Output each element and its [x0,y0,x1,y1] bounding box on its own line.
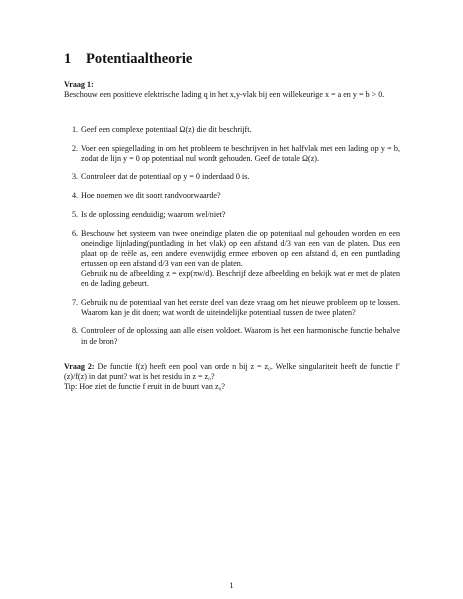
item-number: 7. [72,297,79,307]
item-text: Voer een spiegellading in om het probleem te beschrijven in het halfvlak met een lading op y = b, zodat de lijn y = 0 op potentiaal nul wordt gehouden. Geef de totale Ω(z). [81,143,400,163]
item-number: 4. [72,191,79,201]
item-number: 6. [72,228,79,238]
page-number: 1 [229,580,234,590]
item-number: 8. [72,326,79,336]
question-2-heading: Vraag 2: [64,362,95,371]
section-title-text: Potentiaaltheorie [86,51,193,67]
item-text: Gebruik nu de potentiaal van het eerste deel van deze vraag om het nieuwe probleem op te lossen. Waarom kan je dit doen; wat wordt de uiteindelijke potentiaal tussen de twee platen? [81,297,400,317]
list-item [64,326,400,346]
item-text: Geef een complexe potentiaal Ω(z) die dit beschrijft. [81,125,252,134]
section-title [64,51,192,68]
list-item [64,191,400,201]
item-number: 2. [72,143,79,153]
item-text: Beschouw het systeem van twee oneindige platen die op potentiaal nul gehouden worden en een oneindige lijnlading(puntlading in het vlak) op een afstand d/3 van een van de platen. Dus een plaat op de reële as, een andere evenwijdig ermee erboven op een afstand d, en een puntlading ertussen op een afstand d/3 van een van de platen. [81,228,400,268]
question-1 [64,80,400,100]
question-2 [64,362,400,393]
question-2-text: De functie f(z) heeft een pool van orde n bij z = z₀. Welke singulariteit heeft de functie f′(z)/f(z) in dat punt? wat is het residu in z = z₀? [64,362,400,382]
list-item [64,210,400,220]
item-number: 3. [72,172,79,182]
section-number: 1 [64,51,72,67]
item-subtext: Gebruik nu de afbeelding z = exp(πw/d). Beschrijf deze afbeelding en bekijk wat er met de platen en de lading gebeurt. [81,268,400,288]
list-item [64,144,400,164]
question-2-tip: Tip: Hoe ziet de functie f eruit in de buurt van z₀? [64,382,225,392]
list-item [64,298,400,318]
item-number: 5. [72,209,79,219]
item-number: 1. [72,125,79,134]
question-1-heading: Vraag 1: [64,80,94,89]
item-text: Controleer of de oplossing aan alle eisen voldoet. Waarom is het een harmonische functie behalve in de bron? [81,326,400,346]
item-text: Hoe noemen we dit soort randvoorwaarde? [81,191,221,201]
question-1-list [64,125,400,355]
list-item [64,125,400,135]
list-item [64,229,400,290]
item-text: Is de oplossing eenduidig; waarom wel/niet? [81,209,226,219]
list-item [64,172,400,182]
item-text: Controleer dat de potentiaal op y = 0 inderdaad 0 is. [81,172,250,182]
question-1-intro: Beschouw een positieve elektrische lading q in het x,y-vlak bij een willekeurige x = a en y = b > 0. [64,90,385,100]
